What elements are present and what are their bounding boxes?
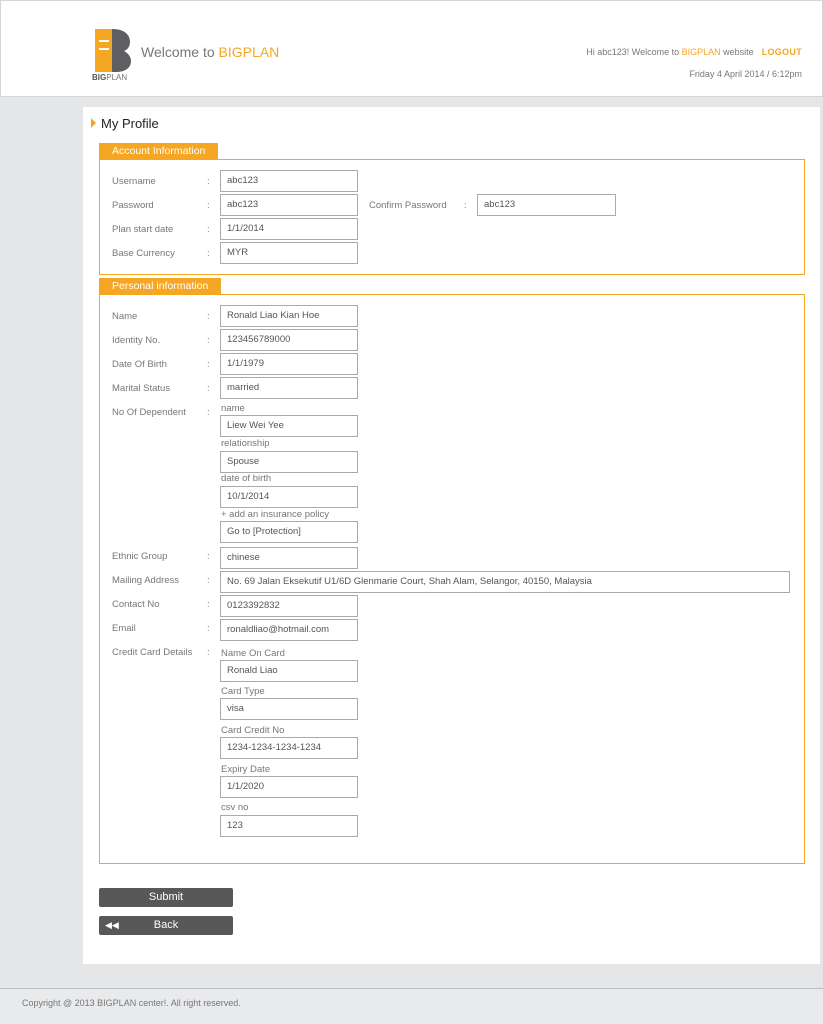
date-of-birth-field[interactable]: 1/1/1979 <box>220 353 358 375</box>
bigplan-logo[interactable] <box>92 29 134 81</box>
ethnic-group-field[interactable]: chinese <box>220 547 358 569</box>
expiry-date-field[interactable]: 1/1/2020 <box>220 776 358 798</box>
copyright-text: Copyright @ 2013 BIGPLAN center!. All right reserved. <box>22 998 241 1008</box>
colon: : <box>207 551 210 562</box>
marital-status-label: Marital Status <box>112 383 171 394</box>
main-panel <box>83 107 820 964</box>
back-button-label: Back <box>153 919 179 931</box>
colon: : <box>207 248 210 259</box>
current-date: Friday 4 April 2014 / 6:12pm <box>689 69 802 79</box>
marital-status-field[interactable]: married <box>220 377 358 399</box>
colon: : <box>207 623 210 634</box>
identity-no-field[interactable]: 123456789000 <box>220 329 358 351</box>
plan-start-date-label: Plan start date <box>112 224 174 235</box>
base-currency-field[interactable]: MYR <box>220 242 358 264</box>
page-title: My Profile <box>91 116 159 131</box>
mailing-address-label: Mailing Address <box>112 575 180 586</box>
name-field[interactable]: Ronald Liao Kian Hoe <box>220 305 358 327</box>
colon: : <box>207 311 210 322</box>
colon: : <box>207 647 210 658</box>
name-label: Name <box>112 311 138 322</box>
colon: : <box>464 200 467 211</box>
contact-no-field[interactable]: 0123392832 <box>220 595 358 617</box>
contact-no-label: Contact No <box>112 599 160 610</box>
card-credit-no-label: Card Credit No <box>221 725 285 736</box>
tab-account-information: Account Information <box>99 143 218 160</box>
dependent-dob-field[interactable]: 10/1/2014 <box>220 486 358 508</box>
tab-personal-information: Personal information <box>99 278 221 295</box>
colon: : <box>207 200 210 211</box>
credit-card-details-label: Credit Card Details <box>112 647 193 658</box>
dependent-relationship-field[interactable]: Spouse <box>220 451 358 473</box>
password-field[interactable]: abc123 <box>220 194 358 216</box>
svg-text:BIGPLAN: BIGPLAN <box>92 73 128 81</box>
date-of-birth-label: Date Of Birth <box>112 359 167 370</box>
password-label: Password <box>112 200 154 211</box>
colon: : <box>207 575 210 586</box>
csv-no-label: csv no <box>221 802 249 813</box>
go-to-protection-field[interactable]: Go to [Protection] <box>220 521 358 543</box>
username-field[interactable]: abc123 <box>220 170 358 192</box>
email-field[interactable]: ronaldliao@hotmail.com <box>220 619 358 641</box>
csv-no-field[interactable]: 123 <box>220 815 358 837</box>
mailing-address-field[interactable]: No. 69 Jalan Eksekutif U1/6D Glenmarie Court, Shah Alam, Selangor, 40150, Malaysia <box>220 571 790 593</box>
colon: : <box>207 383 210 394</box>
identity-no-label: Identity No. <box>112 335 161 346</box>
card-type-label: Card Type <box>221 686 265 697</box>
card-credit-no-field[interactable]: 1234-1234-1234-1234 <box>220 737 358 759</box>
account-section <box>99 159 805 275</box>
footer <box>0 988 823 1024</box>
header <box>0 0 823 97</box>
email-label: Email <box>112 623 136 634</box>
colon: : <box>207 599 210 610</box>
name-on-card-field[interactable]: Ronald Liao <box>220 660 358 682</box>
colon: : <box>207 359 210 370</box>
colon: : <box>207 176 210 187</box>
rewind-icon: ◀◀ <box>105 920 119 930</box>
welcome-title: Welcome to BIGPLAN <box>141 44 280 60</box>
arrow-right-icon <box>91 118 96 128</box>
dependent-relationship-label: relationship <box>221 438 270 449</box>
username-label: Username <box>112 176 156 187</box>
base-currency-label: Base Currency <box>112 248 175 259</box>
dependent-name-label: name <box>221 403 245 414</box>
add-insurance-policy-link[interactable]: + add an insurance policy <box>221 509 330 520</box>
colon: : <box>207 335 210 346</box>
card-type-field[interactable]: visa <box>220 698 358 720</box>
back-button[interactable] <box>99 916 233 935</box>
expiry-date-label: Expiry Date <box>221 764 271 775</box>
confirm-password-field[interactable]: abc123 <box>477 194 616 216</box>
dependent-dob-label: date of birth <box>221 473 272 484</box>
colon: : <box>207 407 210 418</box>
user-greeting: Hi abc123! Welcome to BIGPLAN website LOGOUT <box>586 47 802 57</box>
name-on-card-label: Name On Card <box>221 648 285 659</box>
colon: : <box>207 224 210 235</box>
confirm-password-label: Confirm Password <box>369 200 447 211</box>
submit-button[interactable]: Submit <box>99 888 233 907</box>
plan-start-date-field[interactable]: 1/1/2014 <box>220 218 358 240</box>
logout-link[interactable]: LOGOUT <box>761 47 802 57</box>
dependent-name-field[interactable]: Liew Wei Yee <box>220 415 358 437</box>
ethnic-group-label: Ethnic Group <box>112 551 168 562</box>
no-of-dependent-label: No Of Dependent <box>112 407 186 418</box>
